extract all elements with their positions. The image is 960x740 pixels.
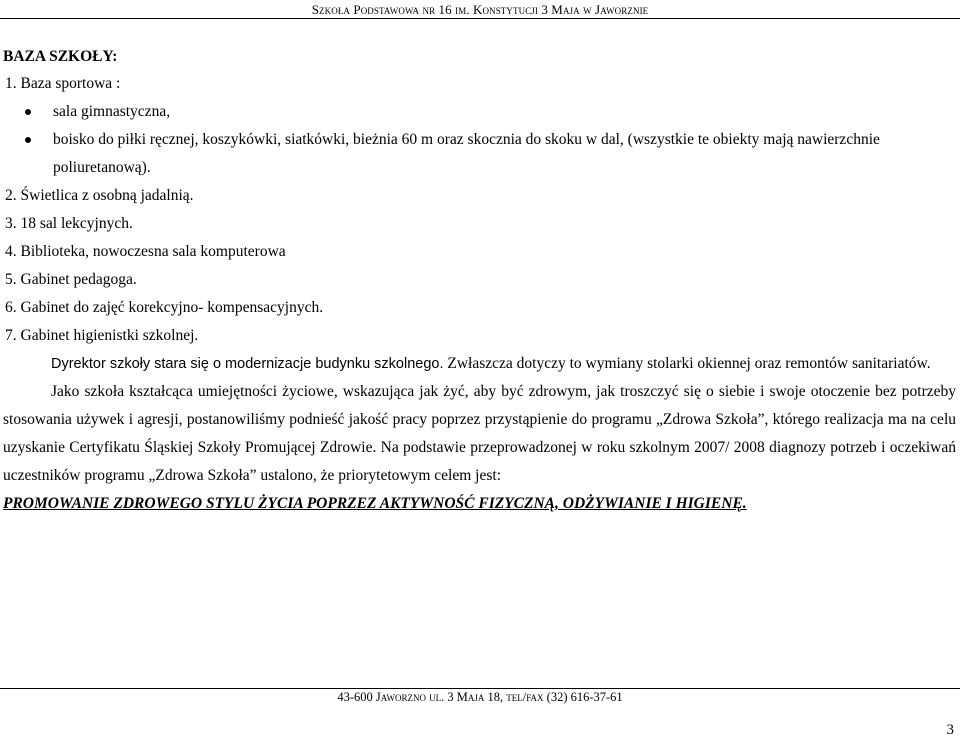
section-title: BAZA SZKOŁY: xyxy=(3,48,118,65)
page-header xyxy=(0,0,960,18)
bullet-icon xyxy=(25,137,31,143)
header-divider xyxy=(0,18,960,19)
list-item-sports: 1. Baza sportowa : xyxy=(5,75,121,92)
modernization-rest: Zwłaszcza dotyczy to wymiany stolarki okiennej oraz remontów sanitariatów. xyxy=(443,355,931,372)
bullet-icon xyxy=(25,109,31,115)
document-body xyxy=(3,44,956,518)
school-name: Szkoła Podstawowa nr 16 im. Konstytucji 3 Maja w Jaworznie xyxy=(311,2,649,17)
bullet-item xyxy=(3,98,956,126)
bullet-item xyxy=(3,126,956,182)
modernization-lead: Dyrektor szkoły stara się o modernizacje budynku szkolnego. xyxy=(51,356,444,372)
bullet-text: sala gimnastyczna, xyxy=(53,103,171,120)
bullet-text: boisko do piłki ręcznej, koszykówki, siatkówki, bieżnia 60 m oraz skocznia do skoku w dal, (wszystkie te obiekty mają nawierzchnie poliuretanową). xyxy=(53,131,880,176)
list-item: 5. Gabinet pedagoga. xyxy=(5,271,137,288)
list-item: 2. Świetlica z osobną jadalnią. xyxy=(5,187,194,204)
health-paragraph: Jako szkoła kształcąca umiejętności życiowe, wskazująca jak żyć, aby być zdrowym, jak troszczyć się o siebie i swoje otoczenie bez potrzeby stosowania używek i agresji, postanowiliśmy podnieść jakość pracy poprzez przystąpienie do programu „Zdrowa Szkoła”, którego realizacja ma na celu uzyskanie Certyfikatu Śląskiej Szkoły Promującej Zdrowie. Na podstawie przeprowadzonej w roku szkolnym 2007/ 2008 diagnozy potrzeb i oczekiwań uczestników programu „Zdrowa Szkoła” ustalono, że priorytetowym celem jest: xyxy=(3,383,956,484)
modernization-paragraph xyxy=(3,350,956,378)
list-item: 4. Biblioteka, nowoczesna sala komputerowa xyxy=(5,243,286,260)
list-item: 3. 18 sal lekcyjnych. xyxy=(5,215,133,232)
school-address: 43-600 Jaworzno ul. 3 Maja 18, tel/fax (32) 616-37-61 xyxy=(337,690,623,704)
page-number: 3 xyxy=(946,722,954,738)
footer-divider xyxy=(0,688,960,689)
list-item: 7. Gabinet higienistki szkolnej. xyxy=(5,327,199,344)
priority-goal: PROMOWANIE ZDROWEGO STYLU ŻYCIA POPRZEZ AKTYWNOŚĆ FIZYCZNĄ, ODŻYWIANIE I HIGIENĘ. xyxy=(3,495,747,512)
list-item: 6. Gabinet do zajęć korekcyjno- kompensacyjnych. xyxy=(5,299,324,316)
page-footer xyxy=(0,690,960,705)
